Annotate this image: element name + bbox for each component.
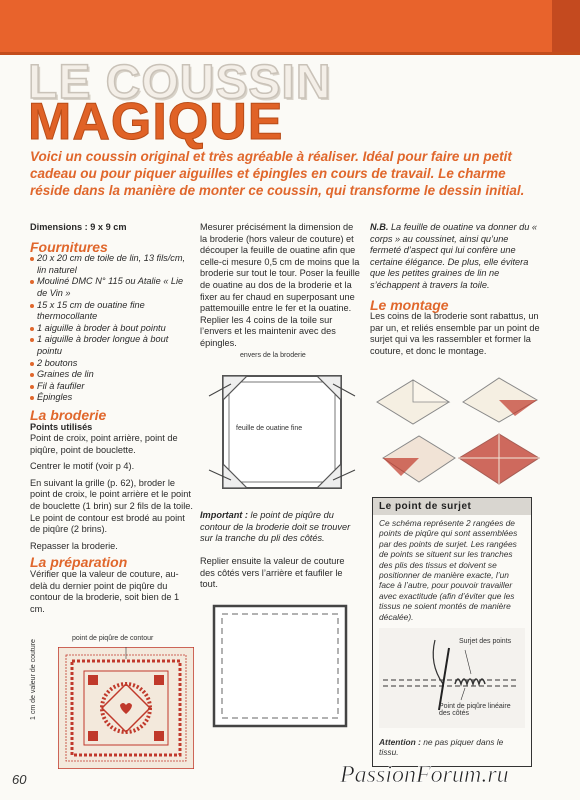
important-note [200, 510, 360, 545]
corner-motif [154, 731, 164, 741]
corner-motif [154, 675, 164, 685]
top-color-bar [0, 0, 580, 55]
repasser-text: Repasser la broderie. [30, 540, 118, 551]
important-text: le point de piqûre du contour de la broderie doit se trouver sur la tranche du pli des côtés. [200, 510, 351, 544]
corner-motif [88, 675, 98, 685]
list-item: Épingles [30, 392, 195, 404]
intro-text: Voici un coussin original et très agréable à réaliser. Idéal pour faire un petit cadeau ou pour piquer aiguilles et épingles en cours de travail. Le charme réside dans la manière de monter ce coussin, qui transforme le dessin initial. [30, 149, 525, 198]
surjet-heading: Le point de surjet [373, 498, 531, 515]
label-envers: envers de la broderie [240, 352, 306, 359]
fournitures-heading: Fournitures [30, 238, 108, 255]
list-item: Mouliné DMC N° 115 ou Atalie « Lie de Vin » [30, 276, 195, 299]
label-valeur-couture: 1 cm de valeur de couture [30, 639, 37, 720]
ouatine-sheet [229, 382, 335, 482]
label-point-contour: point de piqûre de contour [72, 635, 154, 642]
centrer-text: Centrer le motif (voir p 4). [30, 461, 135, 472]
folded-corners-figure [205, 362, 360, 502]
square-outline [214, 606, 346, 726]
label-piqure-lineaire: Point de piqûre linéaire des côtés [439, 703, 511, 717]
replier-note [200, 556, 360, 591]
list-item: Fil à faufiler [30, 381, 195, 393]
list-item: Graines de lin [30, 369, 195, 381]
point-surjet-box [372, 497, 532, 767]
nb-label: N.B. [370, 222, 389, 232]
preparation-heading: La préparation [30, 554, 128, 571]
label-ouatine: feuille de ouatine fine [236, 425, 303, 432]
nb-text: La feuille de ouatine va donner du « corps » au coussinet, ainsi qu’une fermeté d’aspect qui lui confère une certaine élégance. De plus, elle évitera que les petites graines de lin ne s’échappent à travers la toile. [370, 222, 538, 290]
basted-square-figure [210, 602, 350, 730]
list-item: 15 x 15 cm de ouatine fine thermocollante [30, 300, 195, 323]
grille-text: En suivant la grille (p. 62), broder le point de croix, le point arrière et le point de bouclette (1 brin) sur 2 fils de la toile. Le point de contour est brodé au point de piqûre (2 brins). [30, 477, 193, 535]
montage-text: Les coins de la broderie sont rabattus, un par un, et reliés ensemble par un point de surjet qui va les rassembler et former la couture, et donc le montage. [370, 311, 540, 356]
corner-motif [88, 731, 98, 741]
column-2 [200, 222, 360, 350]
montage-heading: Le montage [370, 296, 449, 313]
points-text: Point de croix, point arrière, point de piqûre, point de bouclette. [30, 433, 178, 455]
column-3 [370, 222, 540, 358]
important-label: Important : [200, 510, 248, 520]
page-title-line2: MAGIQUE [28, 93, 284, 151]
surjet-text: Ce schéma représente 2 rangées de points de piqûre qui sont assemblées par des points de surjet. Les rangées de points se situent sur les tranches des plis des tissus et doivent se positionner de manière exacte, l’un face à l’autre, pour pouvoir travailler avec exactitude (afin d’éviter que les tissus ne soient montés de manière décalée). [379, 518, 518, 622]
attention-note [373, 734, 531, 761]
dimensions: Dimensions : 9 x 9 cm [30, 222, 127, 232]
label-surjet-points: Surjet des points [459, 638, 512, 645]
page-title-line1: LE COUSSIN [28, 56, 332, 109]
list-item: 1 aiguille à broder longue à bout pointu [30, 334, 195, 357]
points-heading: Points utilisés [30, 421, 93, 432]
list-item: 2 boutons [30, 358, 195, 370]
montage-steps-figure [375, 372, 540, 490]
attention-label: Attention : [379, 737, 421, 747]
folded-flap [413, 380, 449, 402]
page-number: 60 [12, 772, 27, 787]
fournitures-list [30, 253, 195, 404]
c2-text1: Mesurer précisément la dimension de la broderie (hors valeur de couture) et découper la feuille de ouatine afin que celle-ci mesure 0,5 cm de moins que la broderie sur tout le tour. Poser la feuille de ouatine au dos de la broderie et la fixer au fer chaud en superposant une pattemouille entre le fer et la ouatine. Replier les 4 coins de la toile sur l’envers et les maintenir avec des épingles. [200, 222, 360, 348]
watermark: PassionForum.ru [340, 762, 509, 788]
broderie-heading: La broderie [30, 406, 107, 423]
column-1 [30, 222, 195, 615]
preparation-text: Vérifier que la valeur de couture, au-delà du dernier point de piqûre du contour de la broderie, soit bien de 1 cm. [30, 569, 180, 614]
list-item: 1 aiguille à broder à bout pointu [30, 323, 195, 335]
list-item: 20 x 20 cm de toile de lin, 13 fils/cm, lin naturel [30, 253, 195, 276]
embroidery-pattern-figure [58, 647, 194, 769]
top-bar-edge [552, 0, 580, 52]
replier-text: Replier ensuite la valeur de couture des côtés vers l’arrière et faufiler le tout. [200, 556, 345, 590]
attention-text: ne pas piquer dans le tissu. [379, 737, 504, 758]
